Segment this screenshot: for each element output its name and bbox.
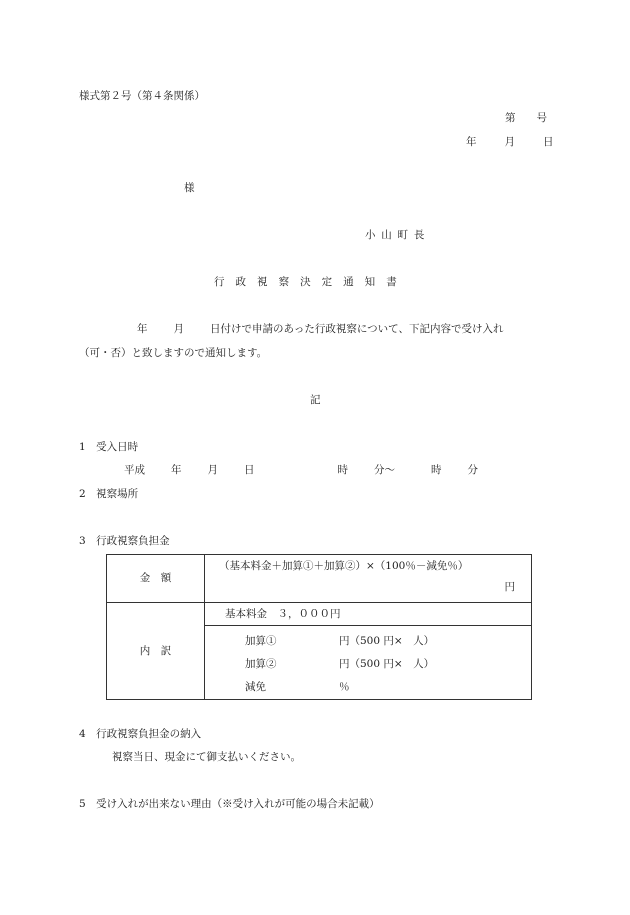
date-month: 月 [504,136,515,148]
body-line-1 [137,324,503,335]
section-5-heading: 5 受け入れが出来ない理由（※受け入れが可能の場合未記載） [79,798,380,810]
add-1-value: 円（500 円× 人） [339,635,435,648]
breakdown-row [205,653,531,676]
body-line-2: （可・否）と致しますので通知します。 [79,347,268,359]
body-month: 月 [173,323,184,335]
breakdown-rows [205,630,531,699]
dt-minute-2: 分 [467,464,478,476]
date-day: 日 [543,136,554,148]
payment-text: 視察当日、現金にて御支払いください。 [112,751,301,763]
amount-yen: 円 [504,580,515,593]
breakdown-row [205,630,531,653]
sender-name: 小山町長 [365,229,431,241]
breakdown-cell [205,603,532,700]
dt-hour-1: 時 [337,464,348,476]
exemption-value: ％ [339,681,350,694]
add-2-value: 円（500 円× 人） [339,658,435,671]
amount-cell [205,555,532,603]
dt-month: 月 [207,464,218,476]
section-3-heading: 3 行政視察負担金 [79,535,170,547]
ki-label: 記 [310,394,321,406]
breakdown-label: 内 訳 [107,603,205,700]
dt-day: 日 [244,464,255,476]
date-year: 年 [466,136,477,148]
exemption-name: 減免 [245,681,266,694]
form-number: 様式第２号（第４条関係） [79,90,205,102]
reception-datetime [124,465,478,476]
body-year: 年 [137,323,148,335]
section-2-heading: 2 視察場所 [79,488,139,500]
addressee-suffix: 様 [184,182,195,194]
document-title: 行政視察決定通知書 [214,276,408,288]
dt-year: 年 [171,464,182,476]
base-fee: 基本料金 ３，０００円 [205,603,531,626]
section-1-heading: 1 受入日時 [79,441,139,453]
breakdown-row [205,676,531,699]
section-4-heading: 4 行政視察負担金の納入 [79,728,202,740]
fee-formula: （基本料金＋加算①＋加算②）×（100％－減免％） [219,560,469,572]
era: 平成 [124,464,145,476]
fee-table [106,554,532,700]
add-2-name: 加算② [245,658,277,671]
document-number: 第 号 [505,112,547,124]
dt-minute-1: 分～ [374,464,395,476]
add-1-name: 加算① [245,635,277,648]
dt-hour-2: 時 [431,464,442,476]
issue-date [466,137,554,148]
body-text: 日付けで申請のあった行政視察について、下記内容で受け入れ [210,323,504,335]
amount-label: 金 額 [107,555,205,603]
